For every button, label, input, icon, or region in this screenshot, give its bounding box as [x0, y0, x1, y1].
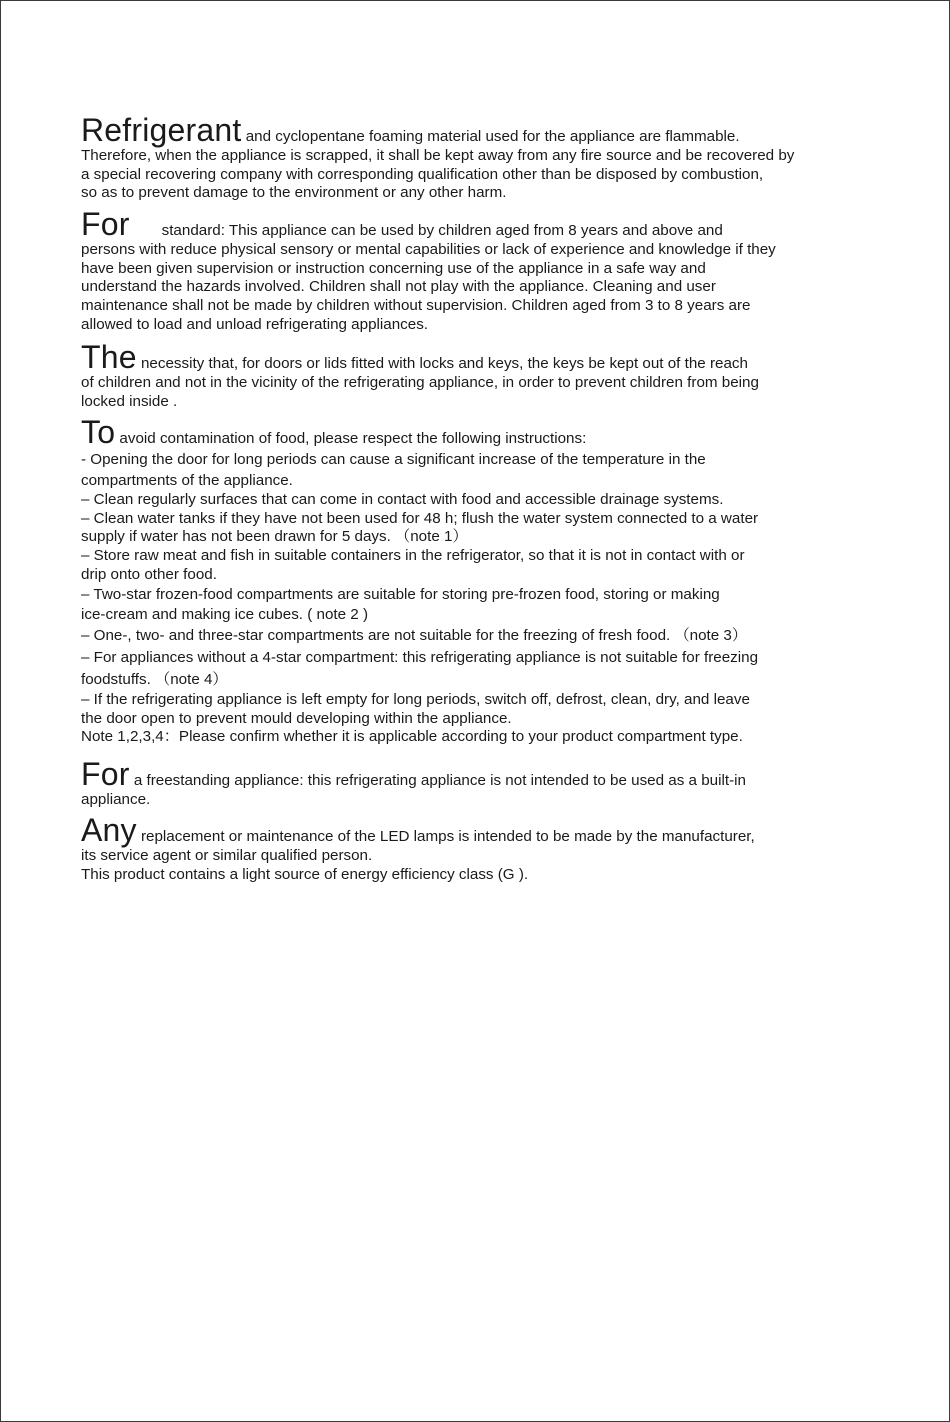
instruction-line: - Opening the door for long periods can cause a significant increase of the temperature in the: [81, 450, 706, 468]
section-lead-text: necessity that, for doors or lids fitted with locks and keys, the keys be kept out of the reach: [136, 355, 748, 372]
instruction-line: – One-, two- and three-star compartments are not suitable for the freezing of fresh food. （note 3）: [81, 626, 748, 644]
section-lead-text: standard: This appliance can be used by children aged from 8 years and above and: [161, 222, 723, 239]
section-lead-text: replacement or maintenance of the LED lamps is intended to be made by the manufacturer,: [136, 828, 755, 845]
paragraph-line: Therefore, when the appliance is scrapped, it shall be kept away from any fire source and be recovered by: [81, 146, 795, 164]
section-heading-word: The: [81, 339, 137, 375]
section-food-contamination: [81, 416, 758, 747]
instruction-line: the door open to prevent mould developing within the appliance.: [81, 709, 512, 727]
section-heading-word: For: [81, 756, 130, 792]
instruction-line: – If the refrigerating appliance is left empty for long periods, switch off, defrost, clean, dry, and leave: [81, 690, 750, 708]
paragraph-line: This product contains a light source of energy efficiency class (G ).: [81, 865, 529, 883]
section-heading-word: Any: [81, 812, 137, 848]
section-for-standard: [81, 208, 776, 335]
paragraph-line: understand the hazards involved. Children shall not play with the appliance. Cleaning and user: [81, 278, 716, 296]
paragraph-line: allowed to load and unload refrigerating appliances.: [81, 315, 429, 333]
section-heading-word: To: [81, 414, 116, 450]
instruction-line: compartments of the appliance.: [81, 471, 293, 489]
section-lead-line: [81, 416, 758, 449]
instruction-line: – For appliances without a 4-star compartment: this refrigerating appliance is not suitable for freezing: [81, 648, 759, 666]
instruction-line: – Clean regularly surfaces that can come in contact with food and accessible drainage systems.: [81, 490, 724, 508]
section-lead-line: [81, 758, 746, 791]
instruction-line: drip onto other food.: [81, 565, 217, 583]
section-lead-line: [81, 341, 759, 374]
section-lead-text: a freestanding appliance: this refrigerating appliance is not intended to be used as a built-in: [129, 772, 746, 789]
paragraph-line: persons with reduce physical sensory or mental capabilities or lack of experience and knowledge if they: [81, 240, 776, 258]
paragraph-line: maintenance shall not be made by children without supervision. Children aged from 3 to 8 years are: [81, 297, 751, 315]
section-refrigerant: [81, 114, 794, 203]
paragraph-line: have been given supervision or instruction concerning use of the appliance in a safe way and: [81, 259, 706, 277]
paragraph-line: a special recovering company with corresponding qualification other than be disposed by combustion,: [81, 165, 764, 183]
instruction-line: – Clean water tanks if they have not been used for 48 h; flush the water system connected to a water: [81, 509, 759, 527]
section-heading-word: For: [81, 206, 130, 242]
section-lead-line: [81, 814, 755, 847]
section-lead-line: [81, 114, 794, 147]
instruction-line: – Store raw meat and fish in suitable containers in the refrigerator, so that it is not in contact with or: [81, 547, 745, 565]
instruction-line: foodstuffs. （note 4）: [81, 670, 228, 688]
paragraph-line: of children and not in the vicinity of the refrigerating appliance, in order to prevent children from being: [81, 373, 759, 391]
paragraph-line: its service agent or similar qualified person.: [81, 846, 373, 864]
section-lead-line: [81, 208, 776, 241]
paragraph-line: so as to prevent damage to the environment or any other harm.: [81, 184, 507, 202]
section-locks-and-keys: [81, 341, 759, 411]
section-lead-text: avoid contamination of food, please respect the following instructions:: [115, 430, 587, 447]
section-lead-text: and cyclopentane foaming material used for the appliance are flammable.: [241, 128, 740, 145]
instruction-line: – Two-star frozen-food compartments are suitable for storing pre-frozen food, storing or making: [81, 585, 720, 603]
section-freestanding: [81, 758, 746, 810]
instruction-line: supply if water has not been drawn for 5 days. （note 1）: [81, 528, 468, 546]
instruction-line: ice-cream and making ice cubes. ( note 2 ): [81, 605, 369, 623]
paragraph-line: locked inside .: [81, 392, 178, 410]
section-led-lamps: [81, 814, 755, 884]
section-heading-word: Refrigerant: [81, 112, 242, 148]
paragraph-line: appliance.: [81, 790, 151, 808]
note-line: Note 1,2,3,4：Please confirm whether it is applicable according to your product compartment type.: [81, 728, 743, 746]
